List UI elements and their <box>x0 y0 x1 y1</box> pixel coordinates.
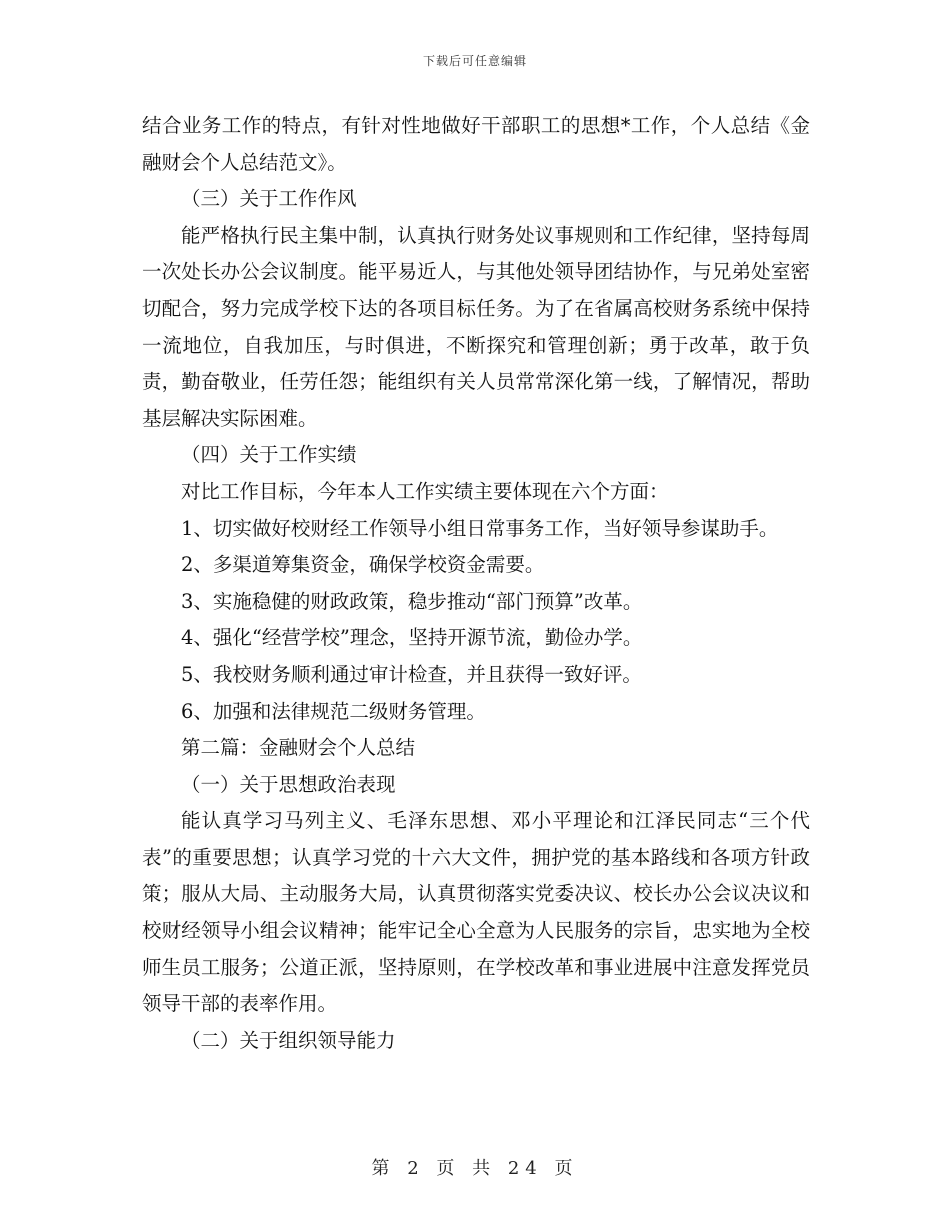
section-heading-political: （一）关于思想政治表现 <box>181 772 396 796</box>
section-heading-leadership: （二）关于组织领导能力 <box>181 1028 396 1052</box>
list-item-6: 6、加强和法律规范二级财务管理。 <box>181 699 486 723</box>
paragraph-political: 能认真学习马列主义、毛泽东思想、邓小平理论和江泽民同志“三个代表”的重要思想；认真学习党的十六大文件，拥护党的基本路线和各项方针政策；服从大局、主动服务大局，认真贯彻落实党委决议、校长办公会议决议和校财经领导小组会议精神；能牢记全心全意为人民服务的宗旨，忠实地为全校师生员工服务；公道正派，坚持原则，在学校改革和事业进展中注意发挥党员领导干部的表率作用。 <box>142 809 810 1016</box>
list-item-2: 2、多渠道筹集资金，确保学校资金需要。 <box>181 553 545 577</box>
paragraph-work-style: 能严格执行民主集中制，认真执行财务处议事规则和工作纪律，坚持每周一次处长办公会议制度。能平易近人，与其他处领导团结协作，与兄弟处室密切配合，努力完成学校下达的各项目标任务。为了在省属高校财务系统中保持一流地位，自我加压，与时俱进，不断探究和管理创新；勇于改革，敢于负责，勤奋敬业，任劳任怨；能组织有关人员常常深化第一线，了解情况，帮助基层解决实际困难。 <box>142 223 810 430</box>
document-body <box>142 108 810 1059</box>
list-item-5: 5、我校财务顺利通过审计检查，并且获得一致好评。 <box>181 662 642 686</box>
page-footer: 第 2 页 共 24 页 <box>371 1158 579 1179</box>
list-item-4: 4、强化“经营学校”理念，坚持开源节流，勤俭办学。 <box>181 626 643 650</box>
page-header: 下载后可任意编辑 <box>422 54 527 68</box>
section-heading-work-style: （三）关于工作作风 <box>181 187 357 211</box>
section-heading-achievements: （四）关于工作实绩 <box>181 443 357 467</box>
paragraph-continuation: 结合业务工作的特点，有针对性地做好干部职工的思想*工作，个人总结《金融财会个人总结范文》。 <box>142 114 810 174</box>
list-item-3: 3、实施稳健的财政政策，稳步推动“部门预算”改革。 <box>181 589 643 613</box>
chapter-title-part-two: 第二篇：金融财会个人总结 <box>181 736 416 760</box>
paragraph-achievements-intro: 对比工作目标，今年本人工作实绩主要体现在六个方面： <box>181 479 669 503</box>
list-item-1: 1、切实做好校财经工作领导小组日常事务工作，当好领导参谋助手。 <box>181 516 779 540</box>
